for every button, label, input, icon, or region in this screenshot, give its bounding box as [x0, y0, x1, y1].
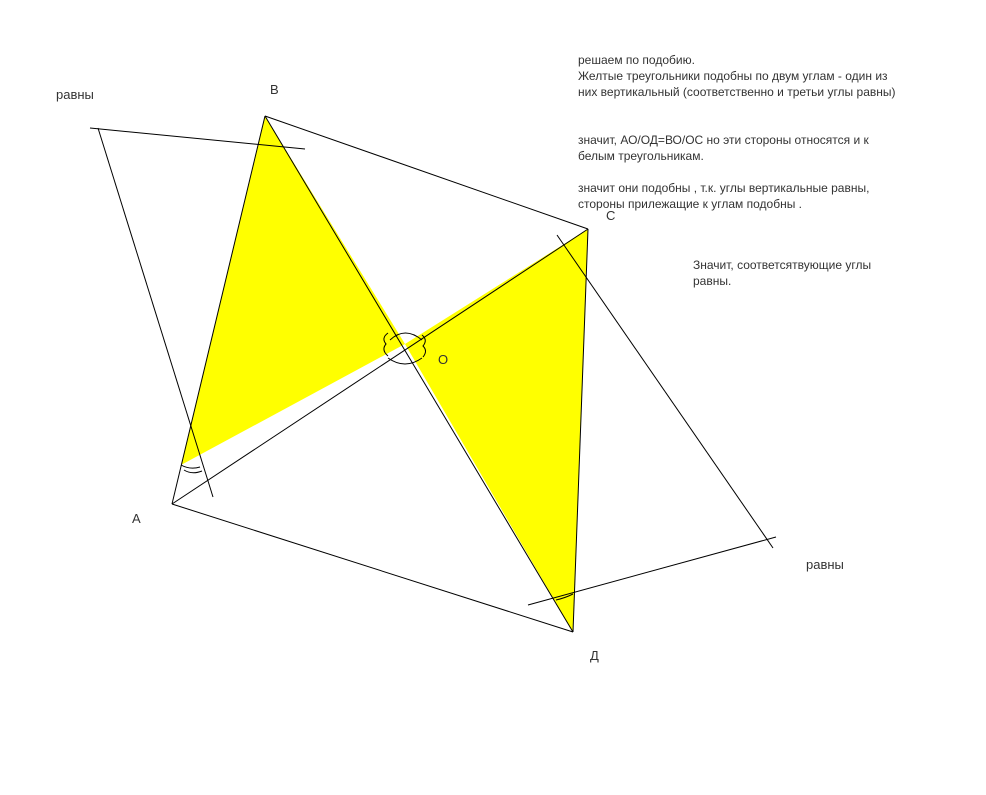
- angle-mark-a: [181, 465, 200, 468]
- point-label-b: В: [270, 82, 279, 97]
- angle-mark-a-2: [184, 470, 202, 473]
- note-line: решаем по подобию.: [578, 53, 695, 67]
- note-line: белым треугольникам.: [578, 149, 704, 163]
- note-line: стороны прилежащие к углам подобны .: [578, 197, 803, 211]
- equal-label-left: равны: [56, 87, 94, 102]
- note-line: равны.: [693, 274, 732, 288]
- note-line: значит они подобны , т.к. углы вертикальные равны,: [578, 181, 870, 195]
- note-line: Значит, соответсятвующие углы: [693, 258, 872, 272]
- point-label-c: С: [606, 208, 616, 223]
- note-line: них вертикальный (соответственно и третьи углы равны): [578, 85, 896, 99]
- aux-line-left-vertical: [98, 128, 213, 497]
- aux-line-right-diagonal: [557, 235, 773, 548]
- equal-label-right: равны: [806, 557, 844, 572]
- point-label-o: О: [438, 352, 449, 367]
- point-label-a: А: [132, 511, 141, 526]
- note-line: Желтые треугольники подобны по двум углам - один из: [578, 69, 888, 83]
- yellow-triangle-abo: [181, 116, 405, 465]
- point-label-d: Д: [590, 648, 599, 663]
- note-line: значит, АО/ОД=ВО/ОС но эти стороны относятся и к: [578, 133, 869, 147]
